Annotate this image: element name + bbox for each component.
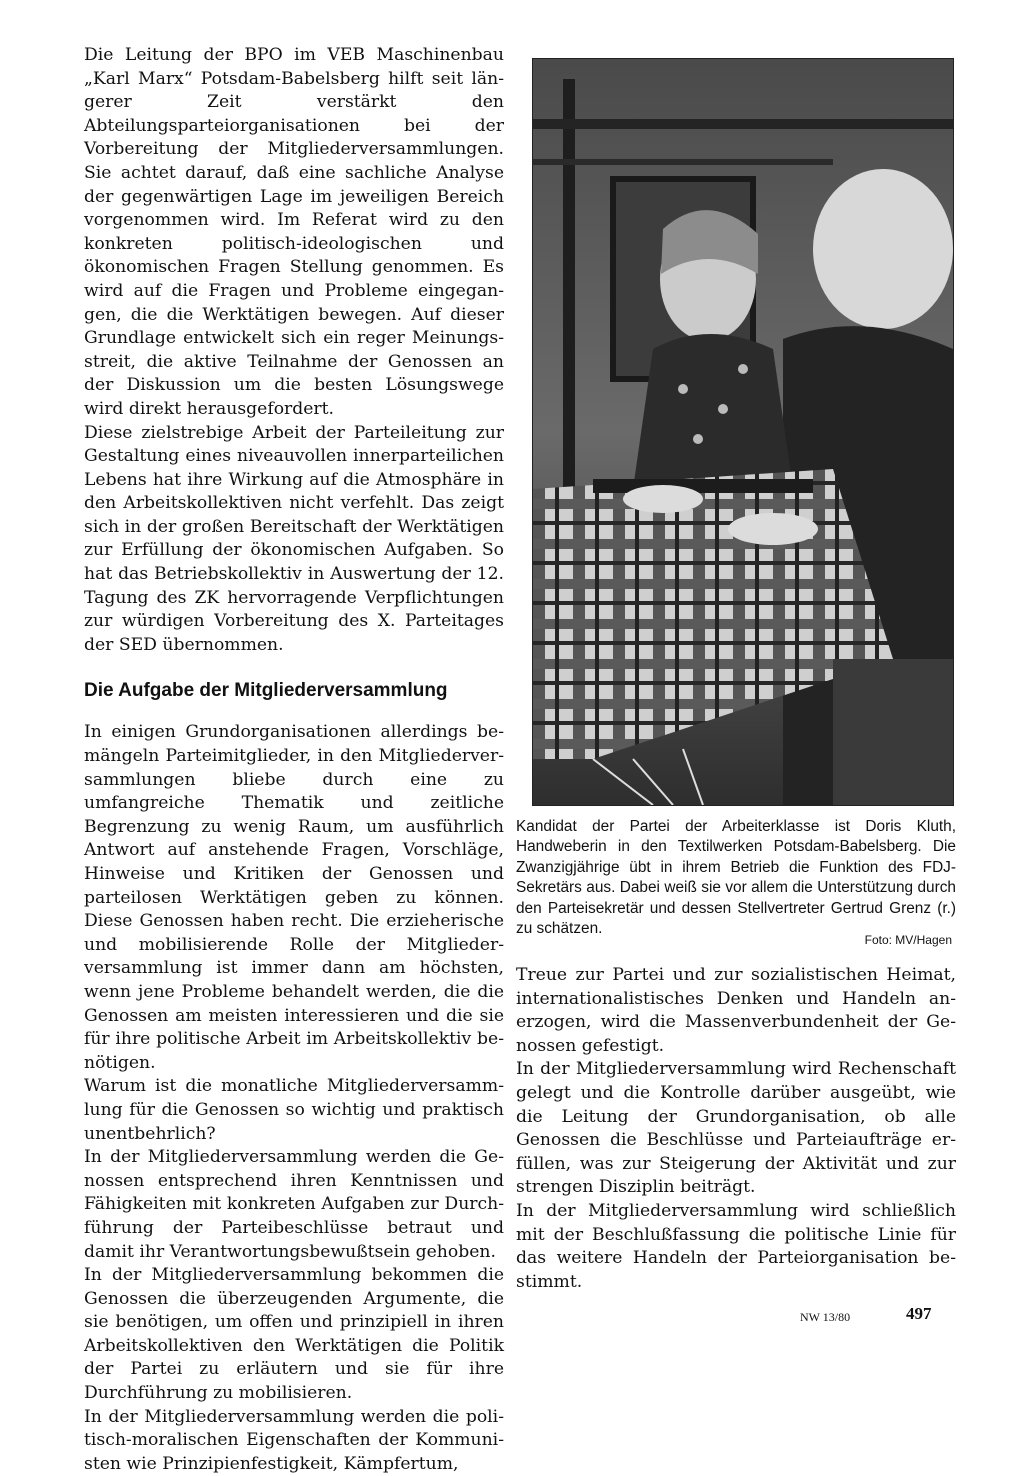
- issue-label: NW 13/80: [800, 1310, 851, 1324]
- right-paragraph-2: In der Mitgliederversammlung wird Rechenschaft gelegt und die Kontrolle darüber ausgeübt, wie die Leitung der Grundorganisation, ob alle Genossen die Beschlüsse und Parteiaufträge erfüllen, was zur Steigerung der Aktivität und zur strengen Disziplin beiträgt.: [516, 1059, 956, 1198]
- weaving-photo: [532, 58, 954, 806]
- section-paragraph-2: Warum ist die monatliche Mitgliederversammlung für die Genossen so wichtig und praktisch unentbehrlich?: [84, 1076, 504, 1144]
- section-heading: Die Aufgabe der Mitgliederversammlung: [84, 680, 448, 702]
- photo-credit: Foto: MV/Hagen: [864, 933, 952, 947]
- photo-illustration: [533, 59, 953, 805]
- section-paragraph-1: In einigen Grundorganisationen allerdings bemängeln Parteimitglieder, in den Mitgliederversammlungen bliebe durch eine zu umfangreiche Thematik und zeitliche Begrenzung zu wenig Raum, um ausführlich Antwort auf anstehende Fragen, Vorschläge, Hinweise und Kritiken der Genossen und parteilosen Werktätigen geben zu können. Diese Genossen haben recht. Die erzieherische und mobilisierende Rolle der Mitgliederversammlung ist immer dann am höchsten, wenn jene Probleme behandelt werden, die die Genossen am meisten interessieren und die sie für ihre politische Arbeit im Arbeitskollektiv benötigen.: [84, 722, 504, 1073]
- left-column: [84, 44, 504, 1476]
- intro-paragraph-1: Die Leitung der BPO im VEB Maschinenbau „Karl Marx“ Potsdam-Babelsberg hilft seit längerer Zeit verstärkt den Abteilungsparteiorganisationen bei der Vorbereitung der Mitgliederversammlungen. Sie achtet darauf, daß eine sachliche Analyse der gegenwärtigen Lage im jeweiligen Bereich vorgenommen wird. Im Referat wird zu den konkreten politisch-ideologischen und ökonomischen Fragen Stellung genommen. Es wird auf die Fragen und Probleme eingegangen, die die Werktätigen bewegen. Auf dieser Grundlage entwickelt sich ein reger Meinungsstreit, die aktive Teilnahme der Genossen an der Diskussion um die besten Lösungswege wird direkt herausgefordert.: [84, 45, 504, 419]
- section-paragraph-4: In der Mitgliederversammlung bekommen die Genossen die überzeugenden Argumente, die sie benötigen, um offen und prinzipiell in ihren Arbeitskollektiven den Werktätigen die Politik der Partei zu erläutern und sie für ihre Durchführung zu mobilisieren.: [84, 1265, 504, 1404]
- page-number: 497: [906, 1304, 932, 1323]
- section-paragraph-5: In der Mitgliederversammlung werden die politisch-moralischen Eigenschaften der Kommunisten wie Prinzipienfestigkeit, Kämpfertum,: [84, 1406, 504, 1474]
- right-paragraph-1: Treue zur Partei und zur sozialistischen Heimat, internationalistisches Denken und Handeln anerzogen, wird die Massenverbundenheit der Genossen gefestigt.: [516, 965, 956, 1056]
- right-paragraph-3: In der Mitgliederversammlung wird schließlich mit der Beschlußfassung die politische Linie für das weitere Handeln der Parteiorganisation bestimmt.: [516, 1200, 956, 1292]
- right-column: [516, 964, 956, 1294]
- photo-caption: Kandidat der Partei der Arbeiterklasse ist Doris Kluth, Handweberin in den Textilwerken Potsdam-Babelsberg. Die Zwanzigjährige übt in ihrem Betrieb die Funktion des FDJ-Sekretärs aus. Dabei weiß sie vor allem die Unterstützung durch den Parteisekretär und dessen Stellvertreter Gertrud Grenz (r.) zu schätzen.: [516, 818, 956, 938]
- intro-paragraph-2: Diese zielstrebige Arbeit der Parteileitung zur Gestaltung eines niveauvollen innerparteilichen Lebens hat ihre Wirkung auf die Atmosphäre in den Arbeitskollektiven nicht verfehlt. Das zeigt sich in der großen Bereitschaft der Werktätigen zur Erfüllung der ökonomischen Aufgaben. So hat das Betriebskollektiv in Auswertung der 12. Tagung des ZK hervorragende Verpflichtungen zur würdigen Vorbereitung des X. Parteitages der SED übernommen.: [84, 422, 504, 655]
- section-paragraph-3: In der Mitgliederversammlung werden die Genossen entsprechend ihren Kenntnissen und Fähigkeiten mit konkreten Aufgaben zur Durchführung der Parteibeschlüsse betraut und damit ihr Verantwortungsbewußtsein gehoben.: [84, 1147, 504, 1262]
